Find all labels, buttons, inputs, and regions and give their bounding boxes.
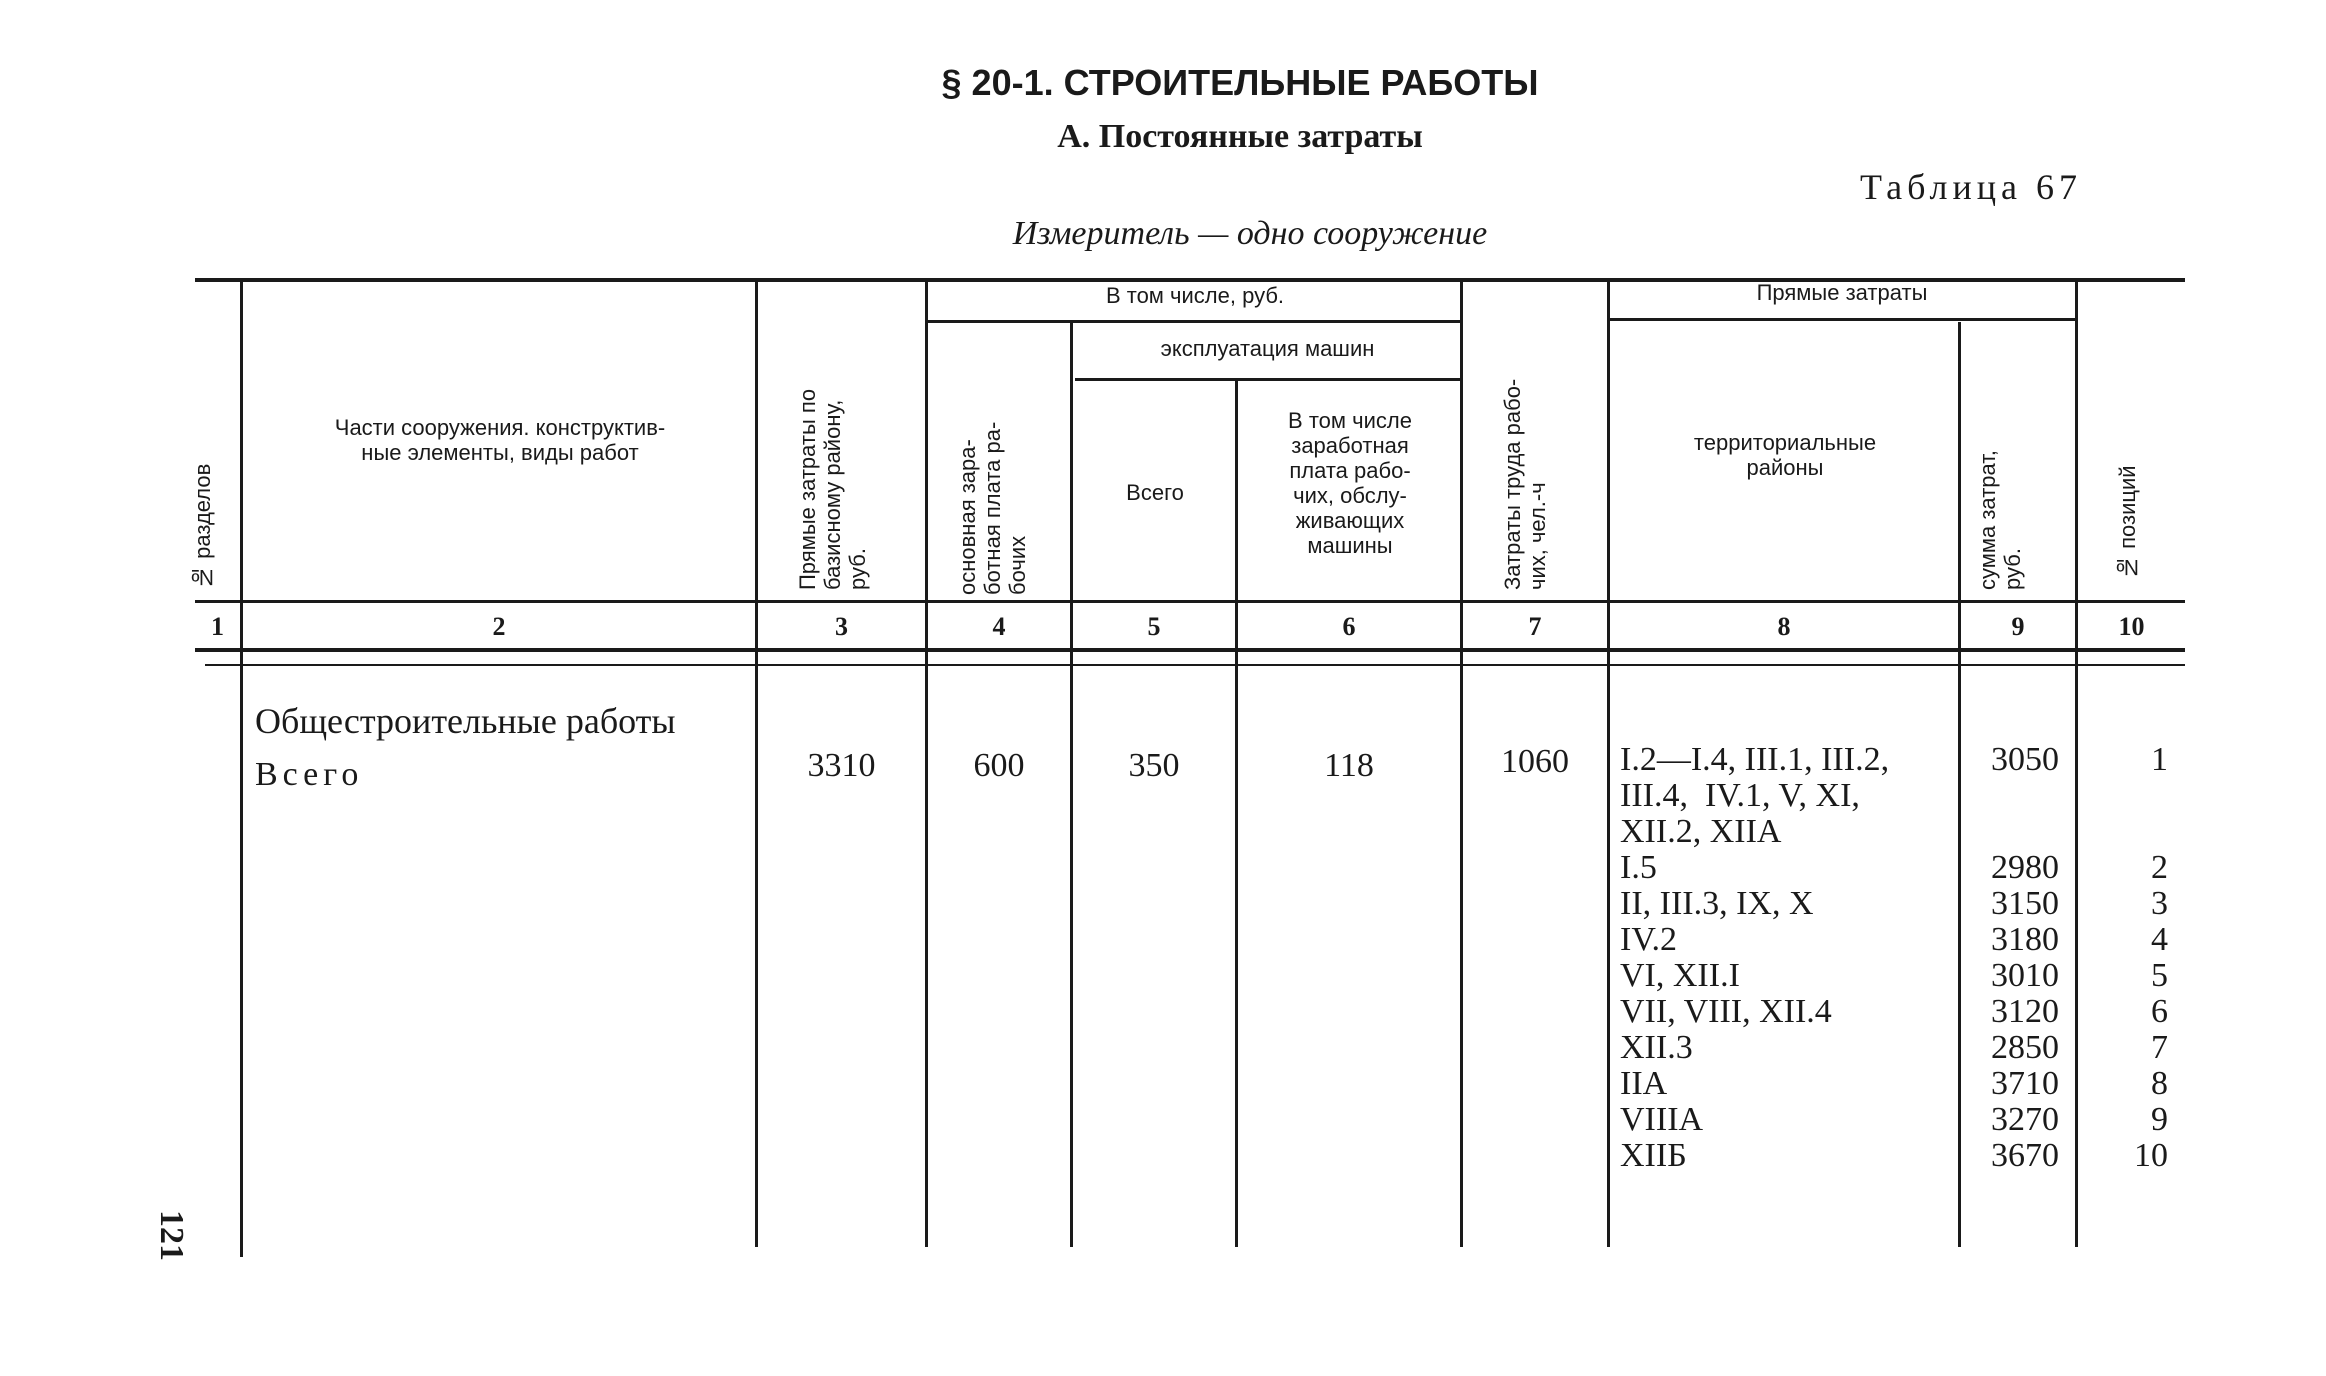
region-name: IIA [1620, 1065, 1668, 1102]
region-position: 9 [2151, 1101, 2168, 1138]
region-name: I.5 [1620, 849, 1657, 886]
region-name: IV.2 [1620, 921, 1677, 958]
col-num: 8 [1777, 612, 1791, 641]
col-num: 6 [1342, 612, 1356, 641]
cell-labor-cost: 1060 [1501, 743, 1569, 780]
cell-direct-cost-base: 3310 [807, 747, 876, 784]
region-name: VI, XII.I [1620, 957, 1740, 994]
region-name: XII.3 [1620, 1029, 1693, 1066]
subtitle: А. Постоянные затраты [1057, 118, 1423, 155]
header-base-wage: основная зара- ботная плата ра- бочих [955, 421, 1030, 595]
header-sections-no: № разделов [190, 463, 215, 590]
region-sum: 3150 [1991, 885, 2059, 922]
header-cost-sum: сумма затрат, руб. [1975, 449, 2025, 590]
header-labor-cost: Затраты труда рабо- чих, чел.-ч [1500, 378, 1550, 590]
row-total-label: Всего [255, 756, 364, 793]
col-num: 5 [1147, 612, 1161, 641]
region-position: 6 [2151, 993, 2168, 1030]
header-including-rub: В том числе, руб. [1105, 283, 1285, 308]
region-name: VII, VIII, XII.4 [1620, 993, 1832, 1030]
col-num: 7 [1528, 612, 1542, 641]
region-position: 4 [2151, 921, 2168, 958]
region-name: II, III.3, IX, X [1620, 885, 1814, 922]
region-position: 5 [2151, 957, 2168, 994]
cell-machine-total: 350 [1128, 747, 1180, 784]
col-num: 2 [492, 612, 506, 641]
region-sum: 2850 [1991, 1029, 2059, 1066]
cell-operator-wage: 118 [1324, 747, 1374, 784]
measure-caption: Измеритель — одно сооружение [1012, 215, 1488, 252]
region-sum: 2980 [1991, 849, 2059, 886]
header-machine-operation: эксплуатация машин [1160, 336, 1375, 361]
region-name: XIIБ [1620, 1137, 1687, 1174]
col-num: 9 [2011, 612, 2025, 641]
region-sum: 3050 [1991, 741, 2059, 778]
region-sum: 3120 [1991, 993, 2059, 1030]
col-num: 10 [2118, 612, 2145, 641]
region-position: 3 [2151, 885, 2168, 922]
region-position: 2 [2151, 849, 2168, 886]
header-structure-parts: Части сооружения. конструктив- ные элементы, виды работ [334, 415, 666, 465]
region-sum: 3710 [1991, 1065, 2059, 1102]
region-position: 1 [2151, 741, 2168, 778]
region-sum: 3270 [1991, 1101, 2059, 1138]
region-name: I.2—I.4, III.1, III.2, III.4, IV.1, V, XI, XII.2, XIIA [1620, 741, 1890, 850]
header-territorial-regions: территориальные районы [1693, 430, 1877, 480]
col-num: 4 [992, 612, 1006, 641]
region-position: 8 [2151, 1065, 2168, 1102]
header-direct-costs: Прямые затраты [1756, 280, 1928, 305]
region-name: VIIIA [1620, 1101, 1704, 1138]
section-title: § 20-1. СТРОИТЕЛЬНЫЕ РАБОТЫ [941, 62, 1539, 103]
cell-base-wage: 600 [973, 747, 1025, 784]
row-title: Общестроительные работы [255, 701, 676, 741]
header-positions-no: № позиций [2115, 465, 2140, 580]
region-sum: 3180 [1991, 921, 2059, 958]
header-direct-costs-base: Прямые затраты по базисному району, руб. [795, 388, 870, 590]
page-number: 121 [153, 1210, 190, 1261]
region-sum: 3670 [1991, 1137, 2059, 1174]
table-label: Таблица 67 [1860, 167, 2082, 207]
header-operator-wage: В том числе заработная плата рабо- чих, обслу- живающих машины [1288, 408, 1412, 558]
region-sum: 3010 [1991, 957, 2059, 994]
col-num: 1 [211, 612, 224, 641]
region-position: 7 [2151, 1029, 2168, 1066]
header-total: Всего [1126, 480, 1184, 505]
region-position: 10 [2134, 1137, 2168, 1174]
col-num: 3 [835, 612, 848, 641]
